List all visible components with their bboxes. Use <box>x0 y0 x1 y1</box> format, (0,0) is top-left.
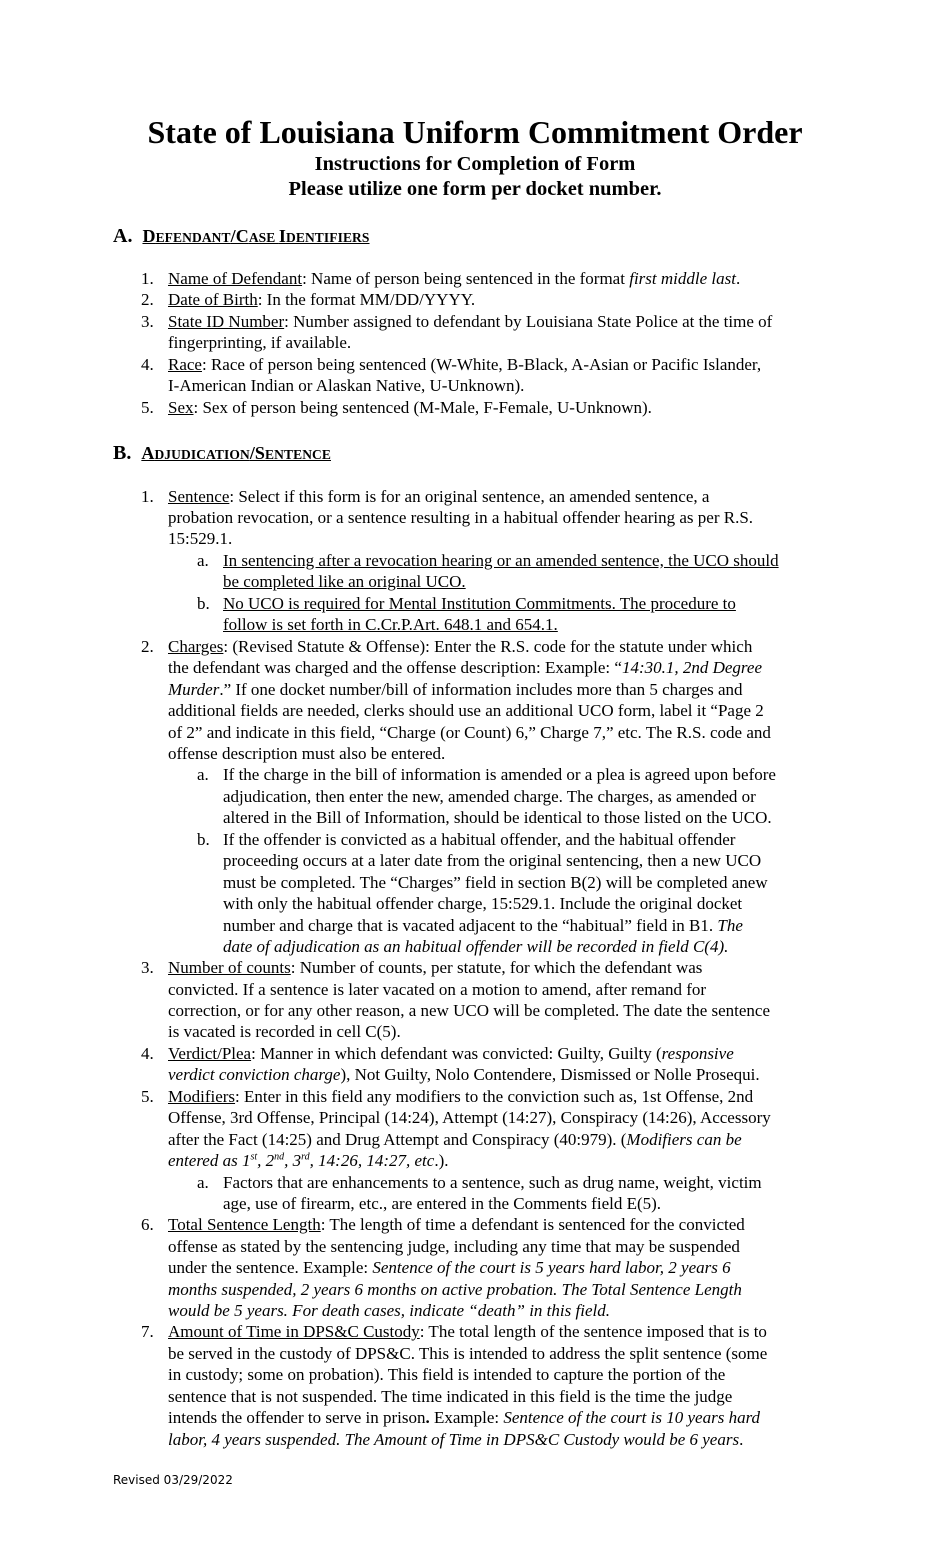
sublist-letter: b. <box>197 830 210 849</box>
sublist-item-continuation: with only the habitual offender charge, 15:529.1. Include the original docket <box>223 894 743 913</box>
list-item-continuation: 15:529.1. <box>168 529 233 548</box>
list-number: 3. <box>141 958 154 977</box>
list-item: State ID Number: Number assigned to defendant by Louisiana State Police at the time of <box>168 312 773 331</box>
list-item-continuation: verdict conviction charge), Not Guilty, Nolo Contendere, Dismissed or Nolle Prosequi. <box>168 1065 760 1084</box>
sublist-item: In sentencing after a revocation hearing or an amended sentence, the UCO should <box>223 551 779 570</box>
list-item-continuation: I-American Indian or Alaskan Native, U-Unknown). <box>168 376 525 395</box>
list-number: 7. <box>141 1322 154 1341</box>
list-item: Race: Race of person being sentenced (W-White, B-Black, A-Asian or Pacific Islander, <box>168 355 762 374</box>
sublist-item: If the charge in the bill of information is amended or a plea is agreed upon before <box>223 765 776 784</box>
list-item-continuation: Murder.” If one docket number/bill of information includes more than 5 charges and <box>168 680 743 699</box>
list-item-continuation: months suspended, 2 years 6 months on active probation. The Total Sentence Length <box>168 1280 742 1299</box>
section-a-heading <box>113 224 370 250</box>
list-number: 2. <box>141 290 154 309</box>
list-item-continuation: convicted. If a sentence is later vacated on a motion to amend, after remand for <box>168 980 707 999</box>
list-item-continuation: probation revocation, or a sentence resulting in a habitual offender hearing as per R.S. <box>168 508 754 527</box>
subtitle-one-form: Please utilize one form per docket number. <box>288 178 662 200</box>
list-item-continuation: is vacated is recorded in cell C(5). <box>168 1022 401 1041</box>
sublist-item: If the offender is convicted as a habitual offender, and the habitual offender <box>223 830 736 849</box>
section-b-name: ADJUDICATION/SENTENCE <box>141 443 331 463</box>
list-item: Number of counts: Number of counts, per statute, for which the defendant was <box>168 958 703 977</box>
list-item-continuation: fingerprinting, if available. <box>168 333 352 352</box>
sublist-item-continuation: altered in the Bill of Information, should be identical to those listed on the UCO. <box>223 808 772 827</box>
list-item-continuation: Offense, 3rd Offense, Principal (14:24), Attempt (14:27), Conspiracy (14:26), Accessory <box>168 1108 771 1127</box>
list-number: 4. <box>141 355 154 374</box>
sublist-letter: a. <box>197 765 209 784</box>
list-item: Sex: Sex of person being sentenced (M-Male, F-Female, U-Unknown). <box>168 398 652 417</box>
sublist-item-continuation: adjudication, then enter the new, amended charge. The charges, as amended or <box>223 787 756 806</box>
sublist-item-continuation: proceeding occurs at a later date from the original sentencing, then a new UCO <box>223 851 762 870</box>
list-item: Total Sentence Length: The length of time a defendant is sentenced for the convicted <box>168 1215 745 1234</box>
list-item-continuation: after the Fact (14:25) and Drug Attempt and Conspiracy (40:979). (Modifiers can be <box>168 1130 742 1149</box>
section-a-name: DEFENDANT/CASE IDENTIFIERS <box>142 226 370 246</box>
list-item-continuation: sentence that is not suspended. The time indicated in this field is the time the judge <box>168 1387 733 1406</box>
list-number: 5. <box>141 1087 154 1106</box>
revision-date: Revised 03/29/2022 <box>113 1473 233 1487</box>
list-number: 5. <box>141 398 154 417</box>
list-number: 1. <box>141 269 154 288</box>
list-item-continuation: be served in the custody of DPS&C. This is intended to address the split sentence (some <box>168 1344 768 1363</box>
list-item-continuation: entered as 1st, 2nd, 3rd, 14:26, 14:27, etc.). <box>168 1151 449 1170</box>
list-item-continuation: in custody; some on probation). This field is intended to capture the portion of the <box>168 1365 726 1384</box>
list-item-continuation: under the sentence. Example: Sentence of the court is 5 years hard labor, 2 years 6 <box>168 1258 731 1277</box>
sublist-item-continuation: must be completed. The “Charges” field in section B(2) will be completed anew <box>223 873 768 892</box>
list-number: 6. <box>141 1215 154 1234</box>
list-number: 2. <box>141 637 154 656</box>
section-b-heading <box>113 441 331 467</box>
subtitle-instructions: Instructions for Completion of Form <box>314 153 636 175</box>
page-title: State of Louisiana Uniform Commitment Order <box>147 114 803 150</box>
sublist-item-continuation: be completed like an original UCO. <box>223 572 466 591</box>
sublist-item-continuation: follow is set forth in C.Cr.P.Art. 648.1 and 654.1. <box>223 615 558 634</box>
list-number: 4. <box>141 1044 154 1063</box>
sublist-letter: a. <box>197 1173 209 1192</box>
sublist-item: No UCO is required for Mental Institution Commitments. The procedure to <box>223 594 736 613</box>
list-item: Date of Birth: In the format MM/DD/YYYY. <box>168 290 476 309</box>
sublist-item-continuation: date of adjudication as an habitual offender will be recorded in field C(4). <box>223 937 729 956</box>
list-item: Sentence: Select if this form is for an original sentence, an amended sentence, a <box>168 487 710 506</box>
list-item-continuation: offense description must also be entered. <box>168 744 446 763</box>
list-item-continuation: labor, 4 years suspended. The Amount of Time in DPS&C Custody would be 6 years. <box>168 1430 744 1449</box>
list-item-continuation: additional fields are needed, clerks should use an additional UCO form, label it “Page 2 <box>168 701 764 720</box>
list-item-continuation: would be 5 years. For death cases, indicate “death” in this field. <box>168 1301 610 1320</box>
list-item: Name of Defendant: Name of person being sentenced in the format first middle last. <box>168 269 741 288</box>
list-item-continuation: intends the offender to serve in prison. Example: Sentence of the court is 10 years hard <box>168 1408 761 1427</box>
list-item-continuation: of 2” and indicate in this field, “Charge (or Count) 6,” Charge 7,” etc. The R.S. code and <box>168 723 771 742</box>
sublist-letter: a. <box>197 551 209 570</box>
sublist-item-continuation: age, use of firearm, etc., are entered in the Comments field E(5). <box>223 1194 662 1213</box>
list-item: Amount of Time in DPS&C Custody: The total length of the sentence imposed that is to <box>168 1322 767 1341</box>
list-number: 3. <box>141 312 154 331</box>
list-item: Verdict/Plea: Manner in which defendant was convicted: Guilty, Guilty (responsive <box>168 1044 734 1063</box>
list-number: 1. <box>141 487 154 506</box>
list-item-continuation: the defendant was charged and the offense description: Example: “14:30.1, 2nd Degree <box>168 658 763 677</box>
sublist-item: Factors that are enhancements to a sentence, such as drug name, weight, victim <box>223 1173 762 1192</box>
sublist-letter: b. <box>197 594 210 613</box>
list-item: Charges: (Revised Statute & Offense): Enter the R.S. code for the statute under which <box>168 637 753 656</box>
list-item-continuation: correction, or for any other reason, a new UCO will be completed. The date the sentence <box>168 1001 771 1020</box>
list-item: Modifiers: Enter in this field any modifiers to the conviction such as, 1st Offense, 2nd <box>168 1087 754 1106</box>
section-b-letter: B. <box>113 442 132 464</box>
section-a-letter: A. <box>113 225 133 247</box>
sublist-item-continuation: number and charge that is vacated adjacent to the “habitual” field in B1. The <box>223 916 743 935</box>
list-item-continuation: offense as stated by the sentencing judge, including any time that may be suspended <box>168 1237 740 1256</box>
